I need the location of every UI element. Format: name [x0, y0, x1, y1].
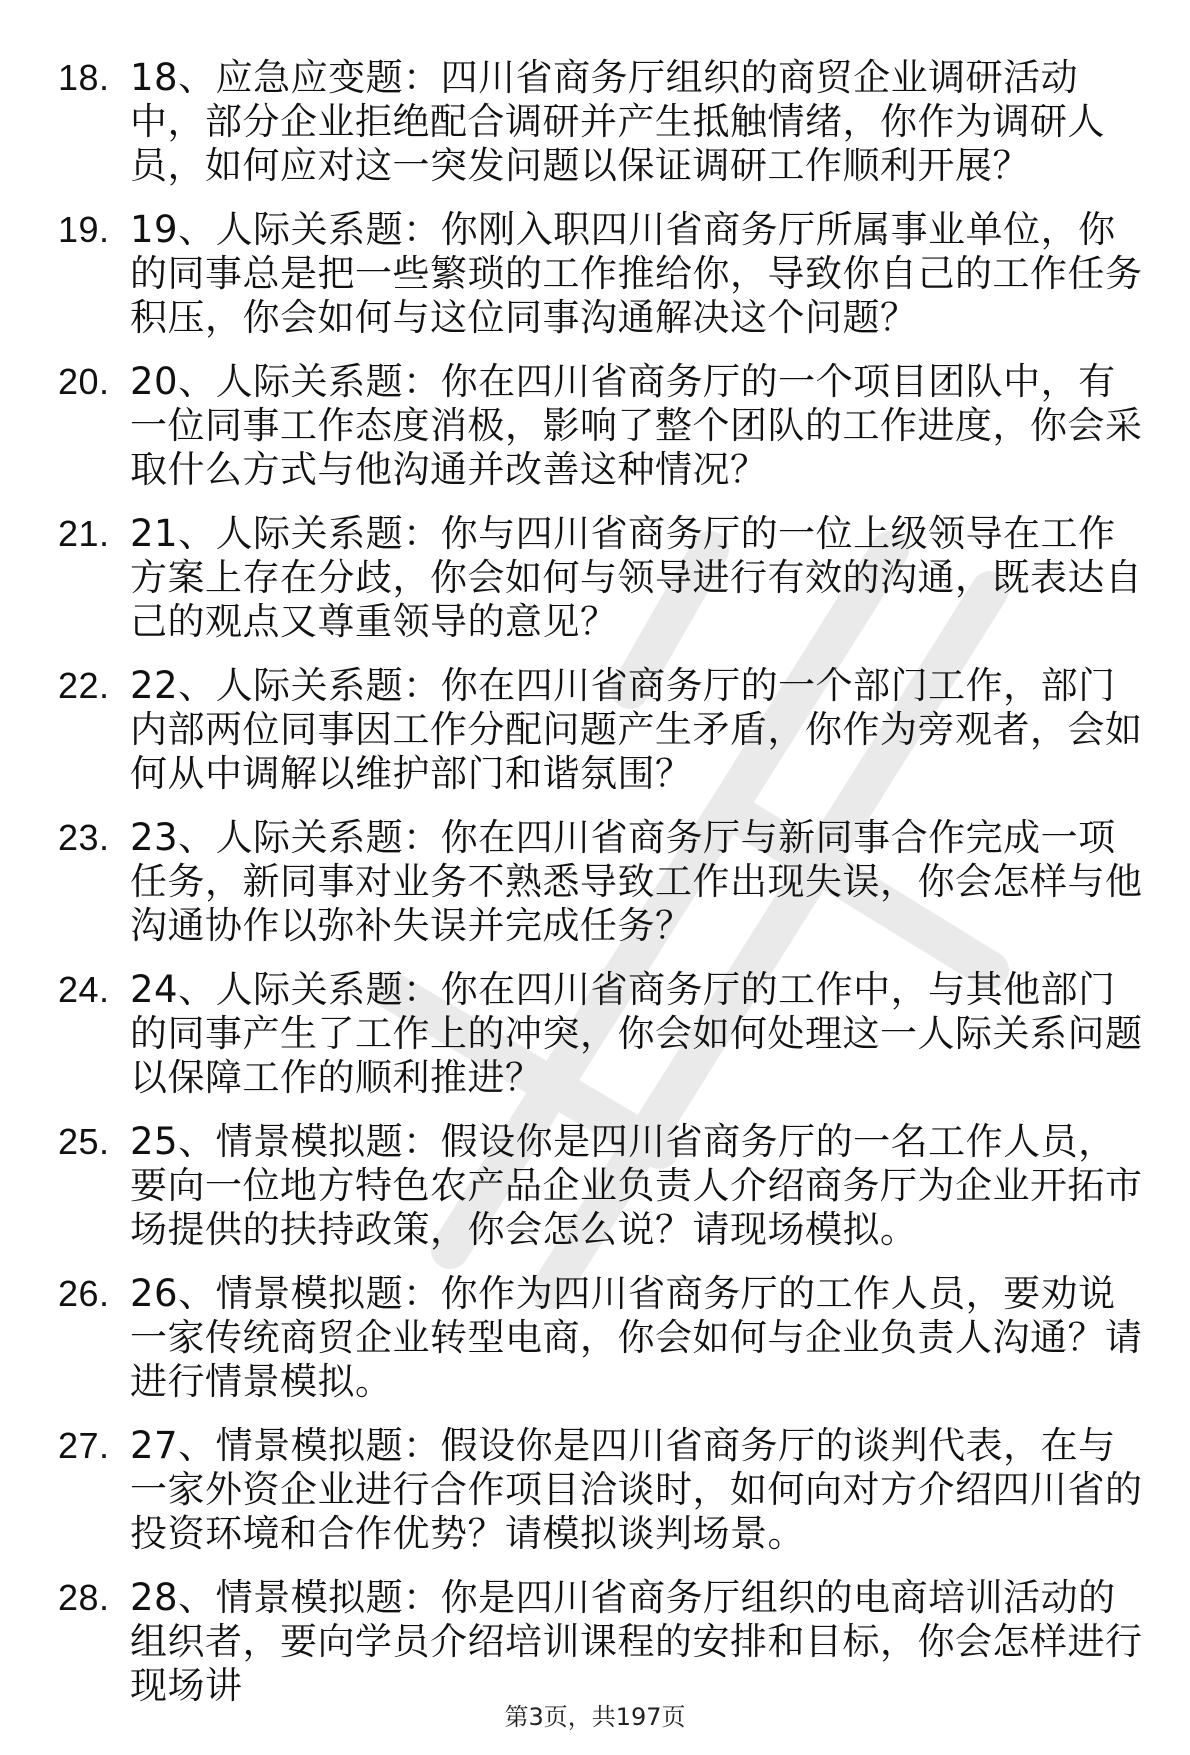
list-item — [58, 664, 1148, 796]
question-number: 25. — [58, 1121, 110, 1162]
list-item — [58, 968, 1148, 1100]
page-number-label: 第3页，共197页 — [504, 1703, 686, 1731]
question-text: 20、人际关系题：你在四川省商务厅的一个项目团队中，有一位同事工作态度消极，影响了整个团队的工作进度，你会采取什么方式与他沟通并改善这种情况？ — [130, 360, 1143, 491]
question-number: 21. — [58, 513, 110, 554]
list-item — [58, 1424, 1148, 1556]
question-text: 23、人际关系题：你在四川省商务厅与新同事合作完成一项任务，新同事对业务不熟悉导致工作出现失误，你会怎样与他沟通协作以弥补失误并完成任务？ — [130, 816, 1143, 947]
question-number: 24. — [58, 969, 110, 1010]
list-item — [58, 1576, 1148, 1708]
question-number: 26. — [58, 1273, 110, 1314]
question-list — [58, 56, 1148, 1728]
question-number: 22. — [58, 665, 110, 706]
question-text: 26、情景模拟题：你作为四川省商务厅的工作人员，要劝说一家传统商贸企业转型电商，你会如何与企业负责人沟通？请进行情景模拟。 — [130, 1272, 1143, 1403]
question-text: 24、人际关系题：你在四川省商务厅的工作中，与其他部门的同事产生了工作上的冲突，你会如何处理这一人际关系问题以保障工作的顺利推进？ — [130, 968, 1143, 1099]
page-footer — [0, 1697, 1190, 1732]
question-number: 18. — [58, 57, 110, 98]
question-text: 28、情景模拟题：你是四川省商务厅组织的电商培训活动的组织者，要向学员介绍培训课程的安排和目标，你会怎样进行现场讲 — [130, 1576, 1143, 1707]
question-number: 19. — [58, 209, 110, 250]
list-item — [58, 1272, 1148, 1404]
question-text: 22、人际关系题：你在四川省商务厅的一个部门工作，部门内部两位同事因工作分配问题产生矛盾，你作为旁观者，会如何从中调解以维护部门和谐氛围？ — [130, 664, 1143, 795]
question-number: 23. — [58, 817, 110, 858]
list-item — [58, 1120, 1148, 1252]
list-item — [58, 208, 1148, 340]
question-number: 27. — [58, 1425, 110, 1466]
question-text: 27、情景模拟题：假设你是四川省商务厅的谈判代表，在与一家外资企业进行合作项目洽谈时，如何向对方介绍四川省的投资环境和合作优势？请模拟谈判场景。 — [130, 1424, 1143, 1555]
question-number: 28. — [58, 1577, 110, 1618]
list-item — [58, 512, 1148, 644]
list-item — [58, 56, 1148, 188]
question-text: 25、情景模拟题：假设你是四川省商务厅的一名工作人员，要向一位地方特色农产品企业负责人介绍商务厅为企业开拓市场提供的扶持政策，你会怎么说？请现场模拟。 — [130, 1120, 1143, 1251]
question-text: 18、应急应变题：四川省商务厅组织的商贸企业调研活动中，部分企业拒绝配合调研并产生抵触情绪，你作为调研人员，如何应对这一突发问题以保证调研工作顺利开展？ — [130, 56, 1105, 187]
list-item — [58, 360, 1148, 492]
list-item — [58, 816, 1148, 948]
question-number: 20. — [58, 361, 110, 402]
question-text: 19、人际关系题：你刚入职四川省商务厅所属事业单位，你的同事总是把一些繁琐的工作推给你，导致你自己的工作任务积压，你会如何与这位同事沟通解决这个问题？ — [130, 208, 1143, 339]
question-text: 21、人际关系题：你与四川省商务厅的一位上级领导在工作方案上存在分歧，你会如何与领导进行有效的沟通，既表达自己的观点又尊重领导的意见？ — [130, 512, 1143, 643]
